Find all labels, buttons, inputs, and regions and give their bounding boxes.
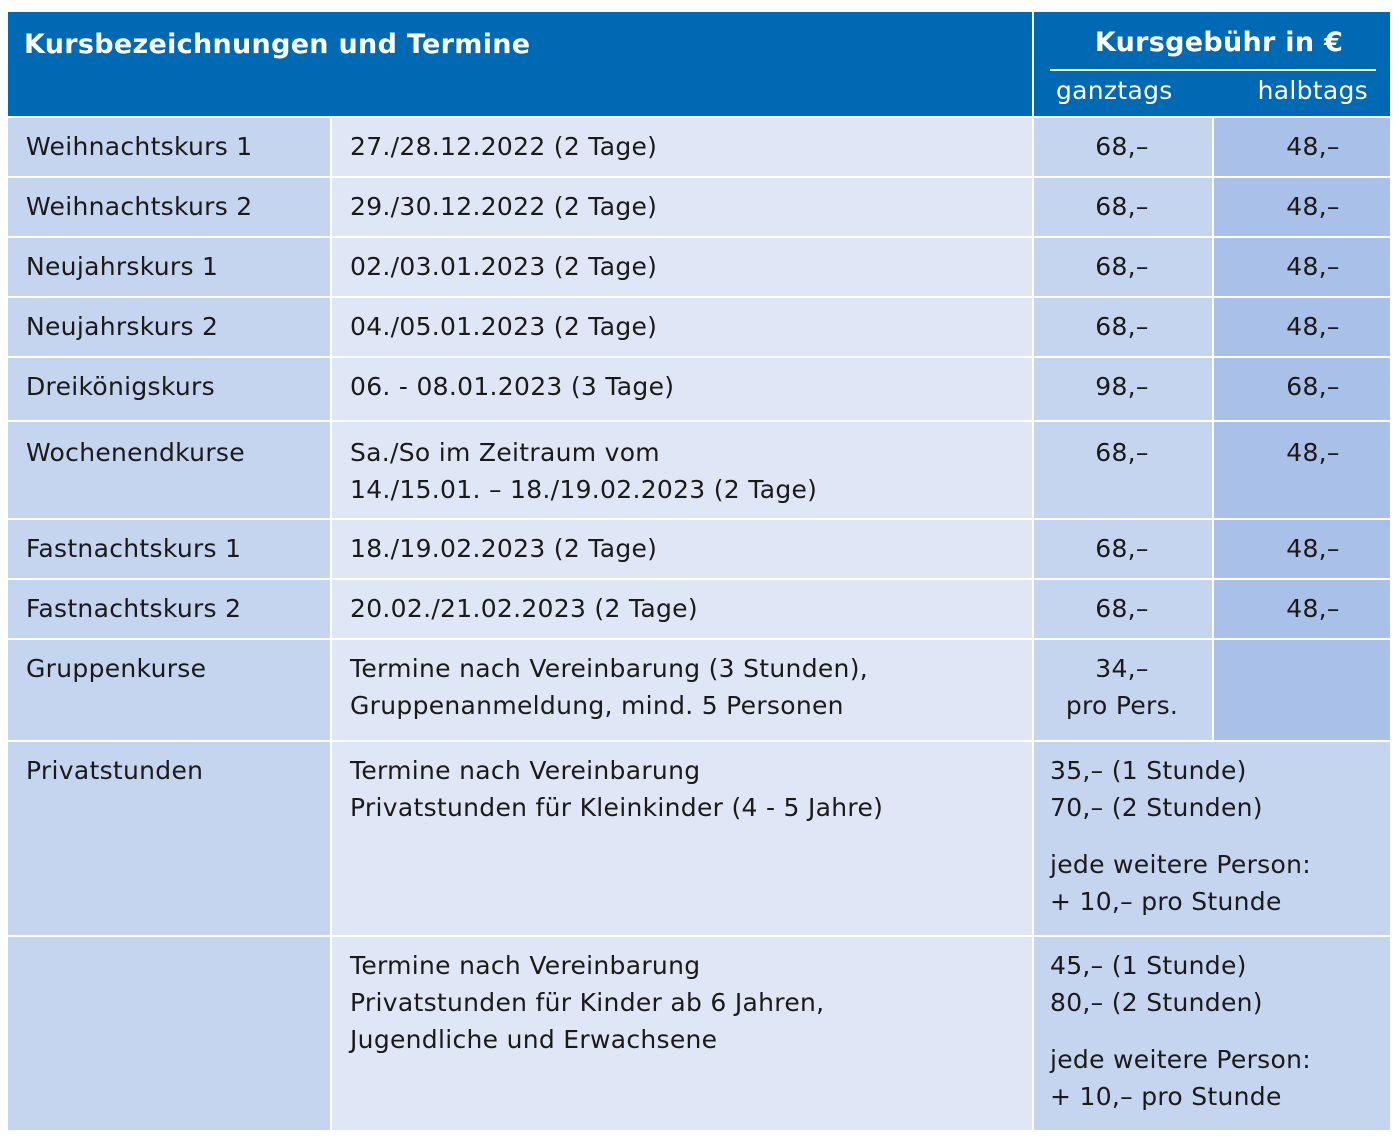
fee-halbtags: 48,– (1214, 520, 1390, 578)
course-date (332, 422, 1032, 518)
course-name: Fastnachtskurs 2 (8, 580, 330, 638)
fee-halbtags: 68,– (1214, 358, 1390, 420)
fee-ganztags: 68,– (1034, 422, 1212, 518)
course-name (8, 937, 330, 1130)
fee-halbtags (1214, 640, 1390, 740)
fee-ganztags: 98,– (1034, 358, 1212, 420)
fee-halbtags: 48,– (1214, 422, 1390, 518)
fee-ganztags: 68,– (1034, 520, 1212, 578)
header-ganztags: ganztags (1056, 76, 1173, 105)
fee-ganztags (1034, 640, 1212, 740)
course-date-line: Sa./So im Zeitraum vom (350, 438, 660, 467)
course-date: 29./30.12.2022 (2 Tage) (332, 178, 1032, 236)
course-date-line: Privatstunden für Kleinkinder (4 - 5 Jahre) (350, 793, 884, 822)
course-name: Neujahrskurs 1 (8, 238, 330, 296)
course-name: Privatstunden (8, 742, 330, 935)
course-date: 04./05.01.2023 (2 Tage) (332, 298, 1032, 356)
header-divider (1050, 69, 1376, 71)
fee-line: 35,– (1 Stunde) (1050, 756, 1247, 785)
fee-ganztags: 68,– (1034, 298, 1212, 356)
fee-halbtags: 48,– (1214, 118, 1390, 176)
header-halbtags: halbtags (1257, 76, 1368, 105)
fee-ganztags: 68,– (1034, 178, 1212, 236)
header-fee-block (1034, 12, 1390, 116)
course-fee-table (8, 12, 1390, 1130)
course-date-line: Privatstunden für Kinder ab 6 Jahren, (350, 988, 825, 1017)
fee-halbtags: 48,– (1214, 580, 1390, 638)
course-date-line: Jugendliche und Erwachsene (350, 1025, 718, 1054)
fee-ganztags: 68,– (1034, 580, 1212, 638)
fee-line: 70,– (2 Stunden) (1050, 793, 1263, 822)
fee-line: jede weitere Person: (1050, 1045, 1311, 1074)
fee-line: + 10,– pro Stunde (1050, 887, 1282, 916)
fee-line: jede weitere Person: (1050, 850, 1311, 879)
fee-halbtags: 48,– (1214, 178, 1390, 236)
course-name: Fastnachtskurs 1 (8, 520, 330, 578)
fee-ganztags: 68,– (1034, 238, 1212, 296)
fee-line: 80,– (2 Stunden) (1050, 988, 1263, 1017)
course-date (332, 742, 1032, 935)
course-date: 20.02./21.02.2023 (2 Tage) (332, 580, 1032, 638)
course-name: Gruppenkurse (8, 640, 330, 740)
fee-ganztags: 68,– (1034, 118, 1212, 176)
course-date: 27./28.12.2022 (2 Tage) (332, 118, 1032, 176)
header-course-title: Kursbezeichnungen und Termine (8, 12, 1032, 116)
fee-halbtags: 48,– (1214, 238, 1390, 296)
course-name: Neujahrskurs 2 (8, 298, 330, 356)
course-name: Weihnachtskurs 1 (8, 118, 330, 176)
course-name: Weihnachtskurs 2 (8, 178, 330, 236)
header-fee-title: Kursgebühr in € (1094, 27, 1344, 58)
course-date-line: Termine nach Vereinbarung (3 Stunden), (350, 654, 868, 683)
fee-line: pro Pers. (1065, 691, 1179, 720)
course-date-line: 14./15.01. – 18./19.02.2023 (2 Tage) (350, 475, 818, 504)
fee-line: 45,– (1 Stunde) (1050, 951, 1247, 980)
fee-private (1034, 742, 1390, 935)
course-date: 06. - 08.01.2023 (3 Tage) (332, 358, 1032, 420)
course-date: 02./03.01.2023 (2 Tage) (332, 238, 1032, 296)
fee-private (1034, 937, 1390, 1130)
course-date (332, 937, 1032, 1130)
course-name: Wochenendkurse (8, 422, 330, 518)
course-date-line: Termine nach Vereinbarung (350, 951, 701, 980)
fee-line: + 10,– pro Stunde (1050, 1082, 1282, 1111)
fee-line: 34,– (1095, 654, 1149, 683)
course-date: 18./19.02.2023 (2 Tage) (332, 520, 1032, 578)
fee-halbtags: 48,– (1214, 298, 1390, 356)
course-date-line: Termine nach Vereinbarung (350, 756, 701, 785)
course-name: Dreikönigskurs (8, 358, 330, 420)
course-date-line: Gruppenanmeldung, mind. 5 Personen (350, 691, 844, 720)
course-date (332, 640, 1032, 740)
